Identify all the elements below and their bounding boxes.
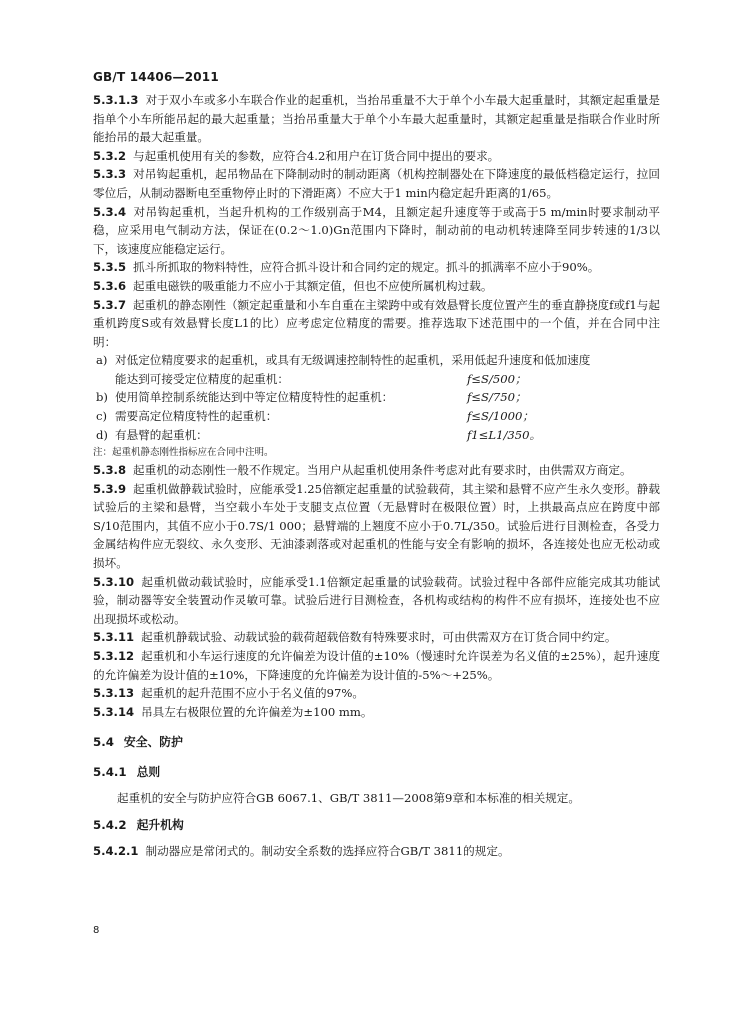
clause-5-3-12	[93, 647, 660, 684]
clause-5-3-13	[93, 684, 660, 703]
list-text-line1: 有悬臂的起重机：	[115, 427, 208, 442]
clause-number: 5.4.2.1	[93, 844, 139, 858]
clause-text: 对吊钩起重机，起吊物品在下降制动时的制动距离（机构控制器处在下降速度的最低档稳定运行，拉回零位后，从制动器断电至重物停止时的下滑距离）不应大于1 min内稳定起升距离的1/65。	[93, 167, 660, 200]
clause-5-3-11	[93, 628, 660, 647]
clause-number: 5.3.10	[93, 574, 135, 589]
clause-5-3-9	[93, 480, 660, 573]
section-title: 安全、防护	[123, 735, 183, 750]
clause-5-3-3	[93, 165, 660, 202]
text-5-4-1: 起重机的安全与防护应符合GB 6067.1、GB/T 3811—2008第9章和本标准的相关规定。	[117, 791, 580, 806]
list-label: d)	[96, 427, 108, 442]
standard-header: GB/T 14406—2011	[93, 70, 219, 84]
list-label: b)	[96, 390, 108, 405]
clause-number: 5.3.3	[93, 167, 127, 182]
clause-text: 起重机和小车运行速度的允许偏差为设计值的±10%（慢速时允许误差为名义值的±25%），起升速度的允许偏差为设计值的±10%，下降速度的允许偏差为设计值的-5%～+25%。	[93, 649, 660, 682]
clause-number: 5.3.13	[93, 686, 135, 701]
list-text-line1: 对低定位精度要求的起重机，或具有无级调速控制特性的起重机，采用低起升速度和低加速度	[115, 353, 591, 368]
clause-5-3-7	[93, 296, 660, 352]
clause-text: 起重电磁铁的吸重能力不应小于其额定值，但也不应使所属机构过载。	[133, 278, 493, 293]
clause-text: 抓斗所抓取的物料特性，应符合抓斗设计和合同约定的规定。抓斗的抓满率不应小于90%。	[133, 260, 600, 275]
clause-number: 5.3.12	[93, 649, 135, 664]
clause-number: 5.3.2	[93, 148, 127, 163]
clause-text: 起重机做动载试验时，应能承受1.1倍额定起重量的试验载荷。试验过程中各部件应能完成其功能试验，制动器等安全装置动作灵敏可靠。试验后进行目测检查，各机构或结构的构件不应有损坏，连接处也不应出现损坏或松动。	[93, 574, 660, 626]
clause-5-3-5	[93, 258, 660, 277]
clause-5-3-6	[93, 277, 660, 296]
clause-text: 对吊钩起重机，当起升机构的工作级别高于M4，且额定起升速度等于或高于5 m/min时要求制动平稳，应采用电气制动方法，保证在(0.2～1.0)Gn范围内下降时，制动前的电动机转速降至同步转速的1/3以下，该速度应能稳定运行。	[93, 204, 660, 256]
section-number: 5.4.1	[93, 765, 127, 780]
clause-number: 5.3.1.3	[93, 93, 139, 107]
clause-number: 5.3.6	[93, 278, 127, 293]
clause-text: 起重机静载试验、动载试验的载荷超载倍数有特殊要求时，可由供需双方在订货合同中约定。	[141, 630, 617, 645]
list-item-c	[93, 407, 660, 426]
clause-5-3-10	[93, 573, 660, 629]
section-number: 5.4.2	[93, 818, 127, 832]
clause-text: 起重机的动态刚性一般不作规定。当用户从起重机使用条件考虑对此有要求时，由供需双方商定。	[133, 463, 632, 478]
page-number: 8	[93, 925, 100, 936]
clause-5-3-2	[93, 147, 660, 166]
list-item-d	[93, 426, 660, 445]
list-text-line1: 需要高定位精度特性的起重机：	[115, 408, 278, 423]
section-title: 起升机构	[136, 818, 184, 832]
page-content	[93, 91, 660, 861]
clause-number: 5.3.8	[93, 463, 127, 478]
clause-text: 起重机做静载试验时，应能承受1.25倍额定起重量的试验载荷，其主梁和悬臂不应产生永久变形。静载试验后的主梁和悬臂，当空载小车处于支腿支点位置（无悬臂时在极限位置）时，上拱最高点应在跨度中部S/10范围内，其值不应小于0.7S/1 000；悬臂端的上翘度不应小于0.7L/350。试验后进行目测检查，各受力金属结构件应无裂纹、永久变形、无油漆剥落或对起重机的性能与安全有影响的损坏，各连接处也应无松动或损坏。	[93, 481, 660, 571]
clause-5-3-1-3	[93, 91, 660, 147]
clause-number: 5.3.9	[93, 481, 127, 496]
section-title: 总则	[136, 765, 161, 780]
clause-5-4-2-1	[93, 842, 660, 861]
clause-text: 对于双小车或多小车联合作业的起重机，当抬吊重量不大于单个小车最大起重量时，其额定起重量是指单个小车所能吊起的最大起重量；当抬吊重量大于单个小车最大起重量时，其额定起重量是指联合作业时所能抬吊的最大起重量。	[93, 93, 660, 145]
list-value: f≤S/500；	[467, 371, 527, 386]
section-5-4-1-heading	[93, 763, 660, 781]
list-value: f≤S/750；	[467, 390, 527, 405]
note: 注：起重机静态刚性指标应在合同中注明。	[93, 447, 274, 459]
clause-text: 制动器应是常闭式的。制动安全系数的选择应符合GB/T 3811的规定。	[145, 844, 510, 858]
section-5-4-heading	[93, 733, 660, 751]
clause-text: 与起重机使用有关的参数，应符合4.2和用户在订货合同中提出的要求。	[133, 148, 500, 163]
list-value: f1≤L1/350。	[467, 427, 542, 442]
clause-number: 5.3.14	[93, 704, 135, 719]
clause-number: 5.3.4	[93, 204, 127, 219]
list-item-a	[93, 351, 660, 388]
clause-5-3-4	[93, 203, 660, 259]
clause-text: 吊具左右极限位置的允许偏差为±100 mm。	[141, 704, 373, 719]
clause-number: 5.3.7	[93, 297, 127, 312]
list-text-line1: 使用简单控制系统能达到中等定位精度特性的起重机：	[115, 390, 394, 405]
clause-text: 起重机的起升范围不应小于名义值的97%。	[141, 686, 364, 701]
clause-5-3-8	[93, 461, 660, 480]
list-item-b	[93, 388, 660, 407]
section-number: 5.4	[93, 735, 114, 750]
clause-number: 5.3.5	[93, 260, 127, 275]
list-label: c)	[96, 408, 108, 423]
clause-5-3-14	[93, 703, 660, 722]
clause-text: 起重机的静态刚性（额定起重量和小车自重在主梁跨中或有效悬臂长度位置产生的垂直静挠度f或f1与起重机跨度S或有效悬臂长度L1的比）应考虑定位精度的需要。推荐选取下述范围中的一个值，并在合同中注明：	[93, 297, 660, 349]
clause-number: 5.3.11	[93, 630, 135, 645]
section-5-4-2-heading	[93, 816, 660, 834]
list-value: f≤S/1000；	[467, 408, 534, 423]
list-label: a)	[96, 353, 108, 368]
list-text-line2: 能达到可接受定位精度的起重机：	[115, 371, 289, 386]
